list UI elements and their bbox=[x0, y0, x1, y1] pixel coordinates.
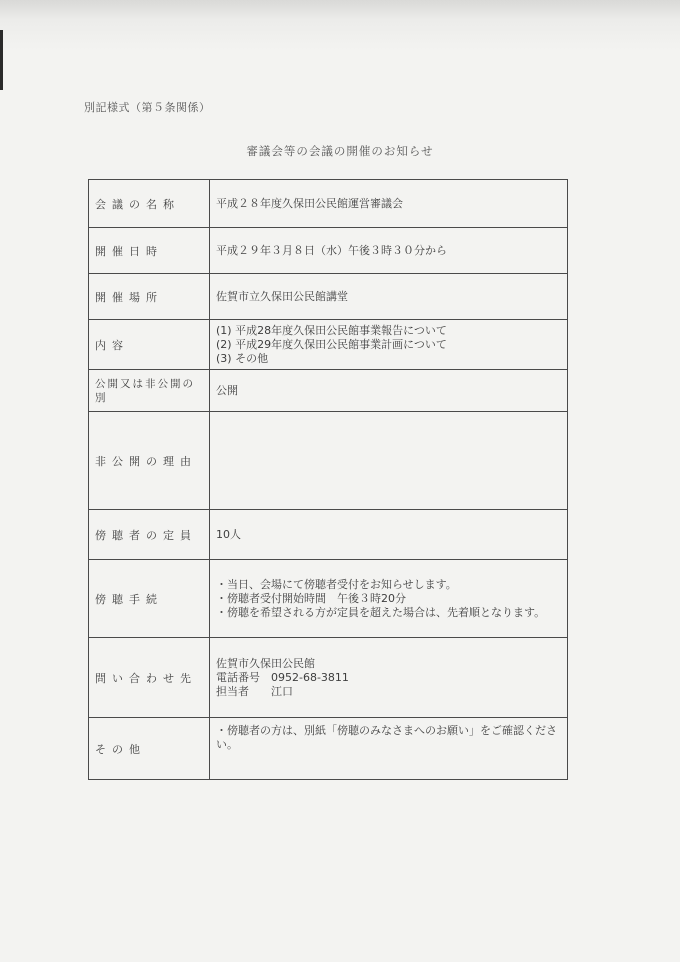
row-observer-capacity bbox=[89, 510, 568, 560]
row-content bbox=[89, 320, 568, 370]
value-line: (3) その他 bbox=[216, 351, 269, 365]
row-date-time bbox=[89, 228, 568, 274]
value-line: 佐賀市立久保田公民館講堂 bbox=[216, 289, 348, 303]
row-private-reason bbox=[89, 412, 568, 510]
value-line: ・当日、会場にて傍聴者受付をお知らせします。 bbox=[216, 577, 457, 591]
label-date-time: 開催日時 bbox=[89, 228, 210, 274]
value-date-time bbox=[210, 228, 568, 274]
label-observer-procedure: 傍聴手続 bbox=[89, 560, 210, 638]
value-line: 担当者 江口 bbox=[216, 684, 293, 698]
row-observer-procedure bbox=[89, 560, 568, 638]
row-contact bbox=[89, 638, 568, 718]
value-line: (1) 平成28年度久保田公民館事業報告について bbox=[216, 323, 447, 337]
value-other bbox=[210, 718, 568, 780]
value-content bbox=[210, 320, 568, 370]
row-place bbox=[89, 274, 568, 320]
value-contact bbox=[210, 638, 568, 718]
value-line: 10人 bbox=[216, 527, 241, 541]
label-public-or-private: 公開又は非公開の別 bbox=[89, 370, 210, 412]
value-meeting-name bbox=[210, 180, 568, 228]
value-public-or-private bbox=[210, 370, 568, 412]
label-content: 内容 bbox=[89, 320, 210, 370]
value-line: 佐賀市久保田公民館 bbox=[216, 656, 315, 670]
scan-shadow bbox=[0, 0, 680, 50]
value-line: ・傍聴者受付開始時間 午後３時20分 bbox=[216, 591, 406, 605]
label-private-reason: 非公開の理由 bbox=[89, 412, 210, 510]
value-private-reason bbox=[210, 412, 568, 510]
row-public-or-private bbox=[89, 370, 568, 412]
value-line: 公開 bbox=[216, 383, 238, 397]
meeting-info-table bbox=[88, 179, 568, 780]
value-line: 平成２９年３月８日（水）午後３時３０分から bbox=[216, 243, 447, 257]
value-observer-capacity bbox=[210, 510, 568, 560]
row-meeting-name bbox=[89, 180, 568, 228]
label-meeting-name: 会議の名称 bbox=[89, 180, 210, 228]
label-other: その他 bbox=[89, 718, 210, 780]
scan-edge-mark bbox=[0, 30, 3, 90]
document-title: 審議会等の会議の開催のお知らせ bbox=[246, 144, 434, 158]
label-observer-capacity: 傍聴者の定員 bbox=[89, 510, 210, 560]
label-contact: 問い合わせ先 bbox=[89, 638, 210, 718]
value-observer-procedure bbox=[210, 560, 568, 638]
value-line: ・傍聴を希望される方が定員を超えた場合は、先着順となります。 bbox=[216, 605, 546, 619]
value-place bbox=[210, 274, 568, 320]
value-line: ・傍聴者の方は、別紙「傍聴のみなさまへのお願い」をご確認ください。 bbox=[216, 724, 557, 751]
value-line: (2) 平成29年度久保田公民館事業計画について bbox=[216, 337, 447, 351]
value-line: 平成２８年度久保田公民館運営審議会 bbox=[216, 196, 403, 210]
form-label: 別記様式（第５条関係） bbox=[84, 101, 211, 114]
value-line: 電話番号 0952-68-3811 bbox=[216, 670, 349, 684]
label-place: 開催場所 bbox=[89, 274, 210, 320]
row-other bbox=[89, 718, 568, 780]
